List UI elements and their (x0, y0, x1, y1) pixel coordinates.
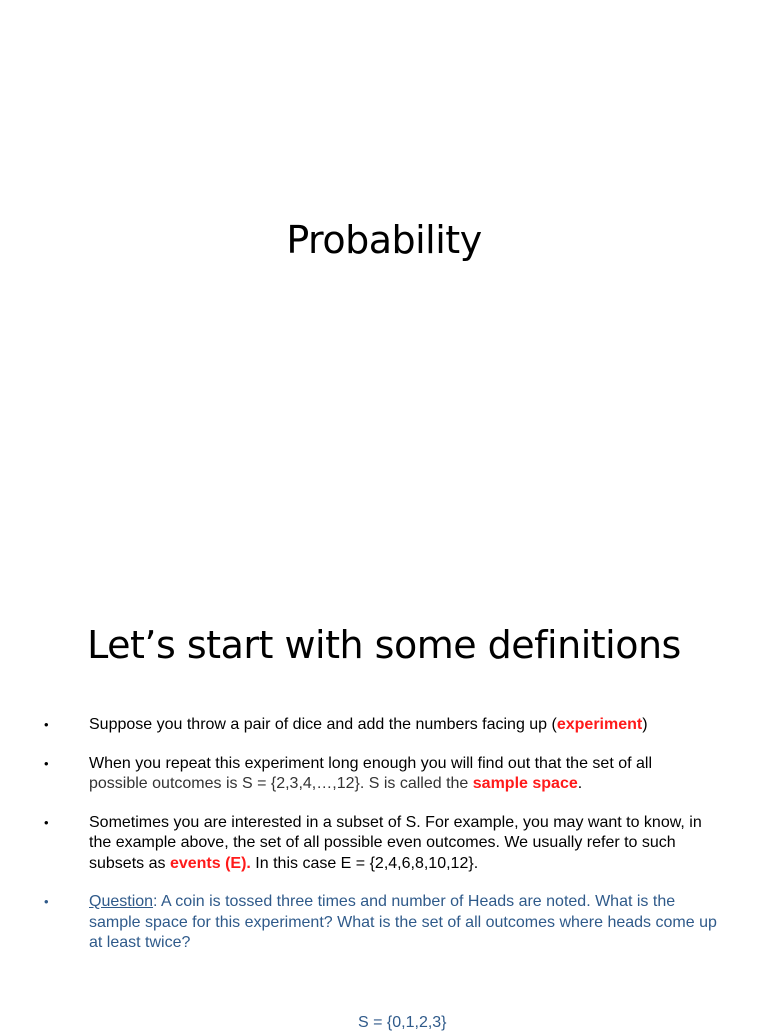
bullet-text-end: ) (642, 716, 648, 733)
bullet-text-line1: When you repeat this experiment long enough you will find out that the set of all (89, 754, 653, 772)
answer-sample-space: S = {0,1,2,3} (358, 1014, 447, 1031)
bullet-text-end: In this case E = {2,4,6,8,10,12}. (250, 854, 479, 872)
bullet-dot: • (44, 755, 49, 771)
term-sample-space: sample space (472, 775, 578, 792)
bullet-dot: • (44, 717, 49, 732)
question-label: Question (89, 893, 154, 910)
bullet-sample-space (0, 754, 768, 795)
bullet-question (0, 892, 768, 954)
bullet-experiment (0, 715, 768, 736)
bullet-text: Sometimes you are interested in a subset of S. For example, you may want to know, in the example above, the set of all possible even outcomes. We usually refer to such subsets as (89, 813, 702, 872)
slide-title-definitions: Let’s start with some definitions (87, 623, 681, 667)
slide-title-probability: Probability (286, 218, 482, 262)
term-experiment: experiment (556, 716, 643, 733)
term-events: events (E). (169, 854, 251, 872)
bullet-text-line2: possible outcomes is S = {2,3,4,…,12}. S is called the (89, 775, 473, 792)
bullet-dot: • (44, 894, 49, 909)
bullet-text: Suppose you throw a pair of dice and add the numbers facing up ( (89, 716, 557, 733)
definitions-list (0, 715, 768, 972)
bullet-events (0, 813, 768, 875)
question-text: : A coin is tossed three times and number of Heads are noted. What is the sample space for this experiment? What is the set of all outcomes where heads come up at least twice? (89, 893, 717, 951)
bullet-dot: • (44, 814, 49, 830)
bullet-text-end: . (577, 775, 583, 792)
